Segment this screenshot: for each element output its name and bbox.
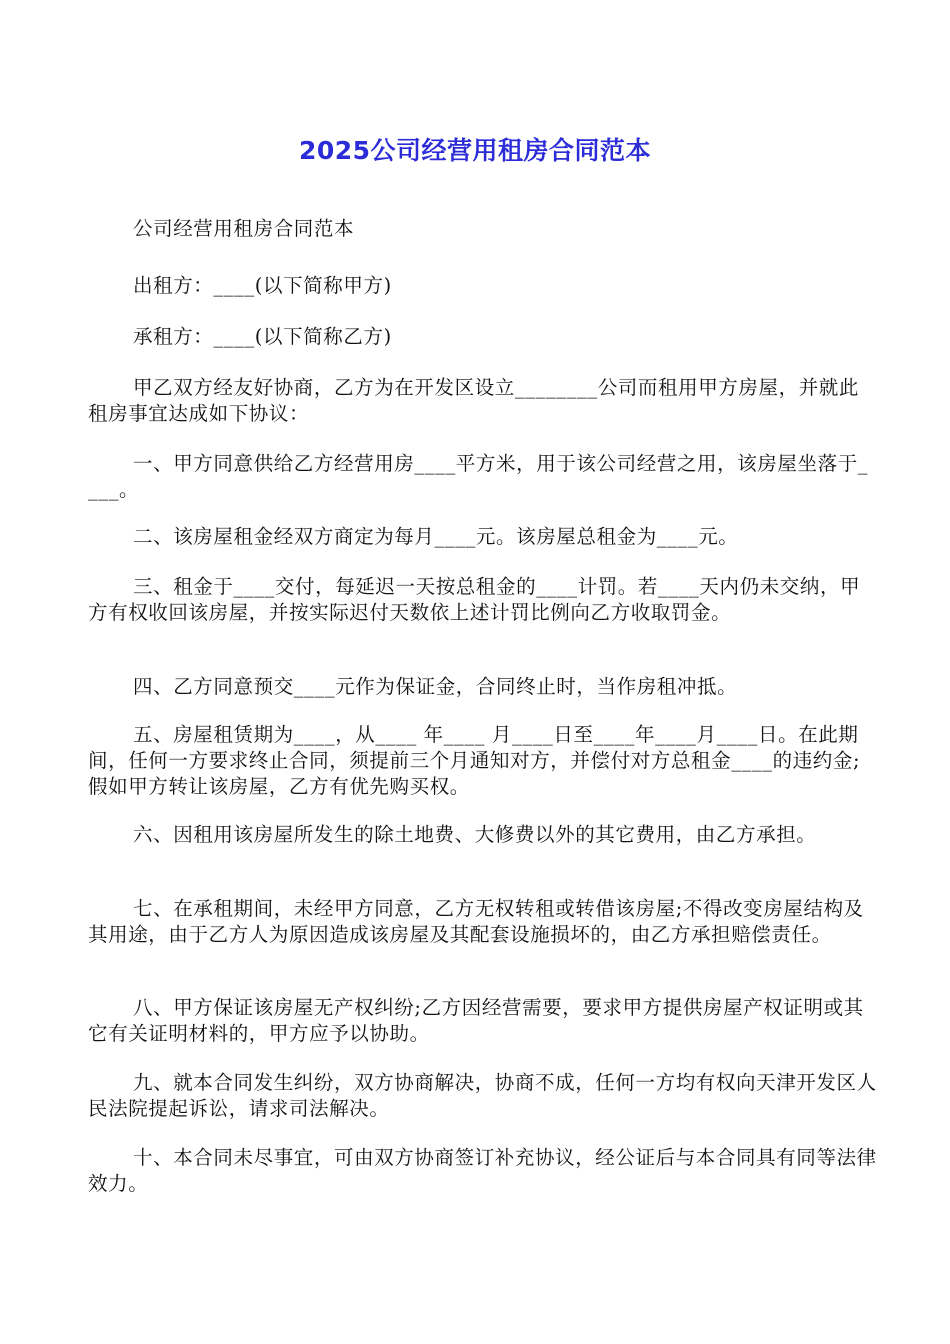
clause-9: 九、就本合同发生纠纷，双方协商解决，协商不成，任何一方均有权向天津开发区人民法院提起诉讼，请求司法解决。 [88, 1071, 877, 1120]
document-title: 2025公司经营用租房合同范本 [298, 136, 652, 165]
paragraph-lessee: 承租方：____(以下简称乙方) [133, 325, 392, 348]
paragraph-lessor: 出租方：____(以下简称甲方) [133, 274, 392, 297]
clause-7: 七、在承租期间，未经甲方同意，乙方无权转租或转借该房屋;不得改变房屋结构及其用途，由于乙方人为原因造成该房屋及其配套设施损坏的，由乙方承担赔偿责任。 [88, 897, 864, 946]
clause-4: 四、乙方同意预交____元作为保证金，合同终止时，当作房租冲抵。 [133, 675, 738, 698]
clause-3: 三、租金于____交付，每延迟一天按总租金的____计罚。若____天内仍未交纳，甲方有权收回该房屋，并按实际迟付天数依上述计罚比例向乙方收取罚金。 [88, 575, 861, 624]
clause-1: 一、甲方同意供给乙方经营用房____平方米，用于该公司经营之用，该房屋坐落于____。 [88, 452, 869, 501]
clause-6: 六、因租用该房屋所发生的除土地费、大修费以外的其它费用，由乙方承担。 [133, 823, 817, 846]
paragraph-subtitle: 公司经营用租房合同范本 [133, 217, 355, 240]
clause-5: 五、房屋租赁期为____，从____ 年____ 月____日至____年____月____日。在此期间，任何一方要求终止合同，须提前三个月通知对方，并偿付对方总租金____的违约金;假如甲方转让该房屋，乙方有优先购买权。 [88, 723, 861, 798]
clause-2: 二、该房屋租金经双方商定为每月____元。该房屋总租金为____元。 [133, 525, 739, 548]
clause-8: 八、甲方保证该房屋无产权纠纷;乙方因经营需要，要求甲方提供房屋产权证明或其它有关证明材料的，甲方应予以协助。 [88, 996, 864, 1045]
paragraph-preamble: 甲乙双方经友好协商，乙方为在开发区设立________公司而租用甲方房屋，并就此租房事宜达成如下协议： [88, 376, 860, 425]
clause-10: 十、本合同未尽事宜，可由双方协商签订补充协议，经公证后与本合同具有同等法律效力。 [88, 1146, 877, 1195]
